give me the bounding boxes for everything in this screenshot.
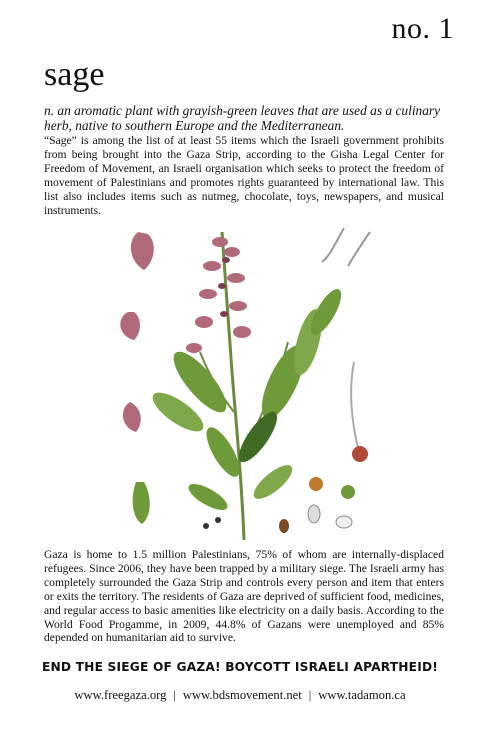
entry-definition: n. an aromatic plant with grayish-green leaves that are used as a culinary herb, native to southern Europe and the Mediterranean. xyxy=(44,103,441,133)
sage-botanical-illustration xyxy=(108,222,380,544)
link-separator: | xyxy=(308,688,312,702)
intro-paragraph: “Sage” is among the list of at least 55 items which the Israeli government prohibits from being brought into the Gaza Strip, according to the Gisha Legal Center for Freedom of Movement, an Israeli organisation which seeks to protect the freedom of movement of Palestinians and promotes rights guaranteed by international law. This list also includes items such as nutmeg, chocolate, toys, newspapers, and musical instruments. xyxy=(44,134,444,217)
website-links xyxy=(0,688,480,703)
link-separator: | xyxy=(173,688,176,702)
link-freegaza[interactable]: www.freegaza.org xyxy=(74,688,167,702)
campaign-slogan: END THE SIEGE OF GAZA! BOYCOTT ISRAELI APARTHEID! xyxy=(41,660,439,674)
body-paragraph: Gaza is home to 1.5 million Palestinians, 75% of whom are internally-displaced refugees. Since 2006, they have been trapped by a military siege. The Israeli army has completely surrounded the Gaza Strip and controls every person and item that enters or exits the territory. The residents of Gaza are deprived of sufficient food, medicines, and regular access to basic amenities like electricity on a daily basis. According to the World Food Progamme, in 2009, 44.8% of Gazans were unemployed and 85% depended on humanitarian aid to survive. xyxy=(44,548,444,645)
link-bdsmovement[interactable]: www.bdsmovement.net xyxy=(182,688,302,702)
issue-number: no. 1 xyxy=(391,12,454,45)
entry-word: sage xyxy=(44,56,105,93)
link-tadamon[interactable]: www.tadamon.ca xyxy=(318,688,406,702)
